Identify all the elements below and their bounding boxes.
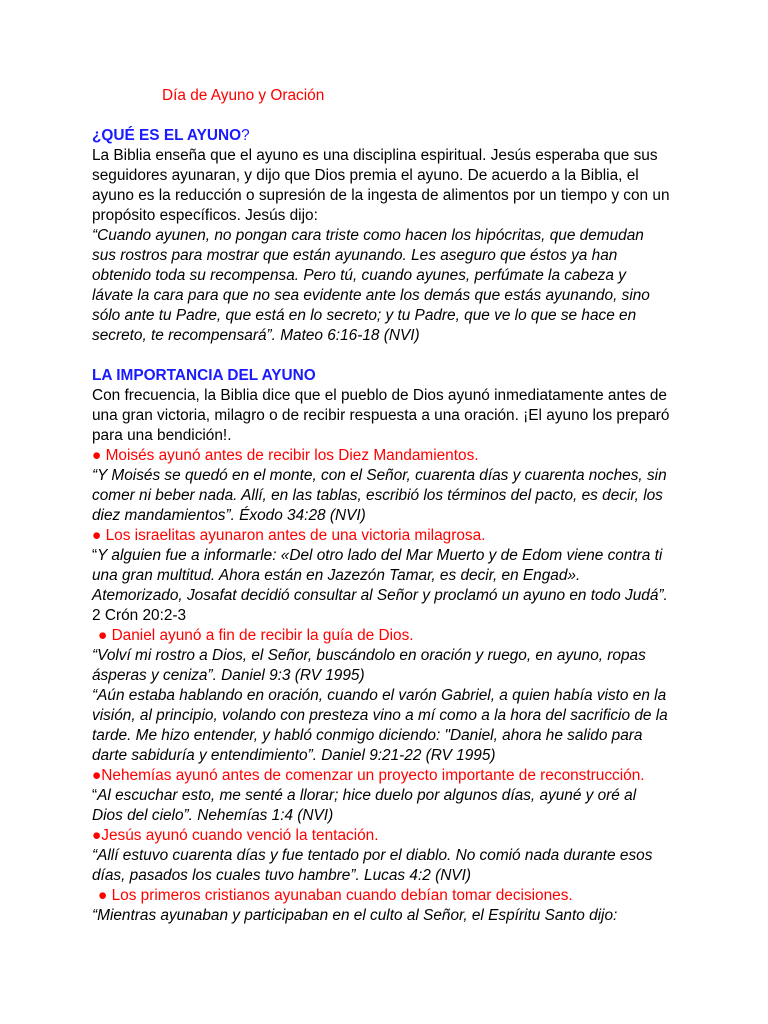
quote-text: Al escuchar esto, me senté a llorar; hice duelo por algunos días, ayuné y oré al <box>97 787 637 804</box>
quote-line: “Cuando ayunen, no pongan cara triste como hacen los hipócritas, que demudan <box>92 227 644 244</box>
paragraph-line: para una bendición!. <box>92 427 232 444</box>
quote-line: “Allí estuvo cuarenta días y fue tentado por el diablo. No comió nada durante esos <box>92 847 653 864</box>
bullet-moises <box>92 446 682 466</box>
quote-text: Y alguien fue a informarle: «Del otro lado del Mar Muerto y de Edom viene contra ti <box>97 547 663 564</box>
document-title: Día de Ayuno y Oración <box>162 87 325 104</box>
quote-line: diez mandamientos”. Éxodo 34:28 (NVI) <box>92 507 366 524</box>
quote-line: Dios del cielo”. Nehemías 1:4 (NVI) <box>92 807 334 824</box>
quote-line: sus rostros para mostrar que están ayunando. Les aseguro que éstos ya han <box>92 247 618 264</box>
section-heading-que-es <box>92 126 682 146</box>
quote-line <box>92 546 682 566</box>
quote-line: “Volví mi rostro a Dios, el Señor, buscándolo en oración y ruego, en ayuno, ropas <box>92 647 646 664</box>
spacer <box>92 106 682 126</box>
open-quote-mark: “ <box>92 787 98 804</box>
quote-line: “Aún estaba hablando en oración, cuando el varón Gabriel, a quien había visto en la <box>92 687 667 704</box>
paragraph-line: seguidores ayunaran, y dijo que Dios premia el ayuno. De acuerdo a la Biblia, el <box>92 167 639 184</box>
quote-line: visión, al principio, volando con presteza vino a mí como a la hora del sacrificio de la <box>92 707 668 724</box>
quote-line <box>92 786 682 806</box>
section-heading-importancia: LA IMPORTANCIA DEL AYUNO <box>92 367 316 384</box>
quote-line: secreto, te recompensará”. Mateo 6:16-18 (NVI) <box>92 327 420 344</box>
bullet-period: . <box>474 447 479 464</box>
paragraph-line: una gran victoria, milagro o de recibir respuesta a una oración. ¡El ayuno los preparó <box>92 407 670 424</box>
document-page <box>92 86 682 926</box>
quote-line: días, pasados los cuales tuvo hambre”. Lucas 4:2 (NVI) <box>92 867 471 884</box>
paragraph-line: ayuno es la reducción o supresión de la ingesta de alimentos por un tiempo y con un <box>92 187 670 204</box>
bullet-nehemias <box>92 766 682 786</box>
quote-line: darte sabiduría y entendimiento”. Daniel 9:21-22 (RV 1995) <box>92 747 496 764</box>
heading-question-mark: ? <box>241 127 250 144</box>
paragraph-line: La Biblia enseña que el ayuno es una disciplina espiritual. Jesús esperaba que sus <box>92 147 658 164</box>
paragraph-line: Con frecuencia, la Biblia dice que el pueblo de Dios ayunó inmediatamente antes de <box>92 387 667 404</box>
reference-line: 2 Crón 20:2-3 <box>92 607 187 624</box>
quote-line: ásperas y ceniza”. Daniel 9:3 (RV 1995) <box>92 667 365 684</box>
bullet-text: ● Moisés ayunó antes de recibir los Diez Mandamientos <box>92 447 475 464</box>
quote-line: sólo ante tu Padre, que está en lo secreto; y tu Padre, que ve lo que se hace en <box>92 307 637 324</box>
bullet-period: . <box>640 767 645 784</box>
quote-line: una gran multitud. Ahora están en Jazezón Tamar, es decir, en Engad». <box>92 567 581 584</box>
heading-text: ¿QUÉ ES EL AYUNO <box>92 127 242 144</box>
bullet-jesus: ●Jesús ayunó cuando venció la tentación. <box>92 827 379 844</box>
paragraph-line: propósito específicos. Jesús dijo: <box>92 207 318 224</box>
bullet-israelitas: ● Los israelitas ayunaron antes de una victoria milagrosa. <box>92 527 486 544</box>
bullet-cristianos: ● Los primeros cristianos ayunaban cuando debían tomar decisiones. <box>98 887 573 904</box>
quote-line: obtenido toda su recompensa. Pero tú, cuando ayunes, perfúmate la cabeza y <box>92 267 626 284</box>
open-quote-mark: “ <box>92 547 98 564</box>
quote-line: “Mientras ayunaban y participaban en el culto al Señor, el Espíritu Santo dijo: <box>92 907 618 924</box>
quote-line: Atemorizado, Josafat decidió consultar al Señor y proclamó un ayuno en todo Judá”. <box>92 587 668 604</box>
quote-line: comer ni beber nada. Allí, en las tablas, escribió los términos del pacto, es decir, los <box>92 487 663 504</box>
quote-line: lávate la cara para que no sea evidente ante los demás que estás ayunando, sino <box>92 287 650 304</box>
quote-line: “Y Moisés se quedó en el monte, con el Señor, cuarenta días y cuarenta noches, sin <box>92 467 667 484</box>
quote-line: tarde. Me hizo entender, y habló conmigo diciendo: "Daniel, ahora he salido para <box>92 727 643 744</box>
spacer <box>92 346 682 366</box>
bullet-daniel: ● Daniel ayunó a fin de recibir la guía de Dios. <box>98 627 414 644</box>
bullet-text: ●Nehemías ayunó antes de comenzar un proyecto importante de reconstrucción <box>92 767 641 784</box>
